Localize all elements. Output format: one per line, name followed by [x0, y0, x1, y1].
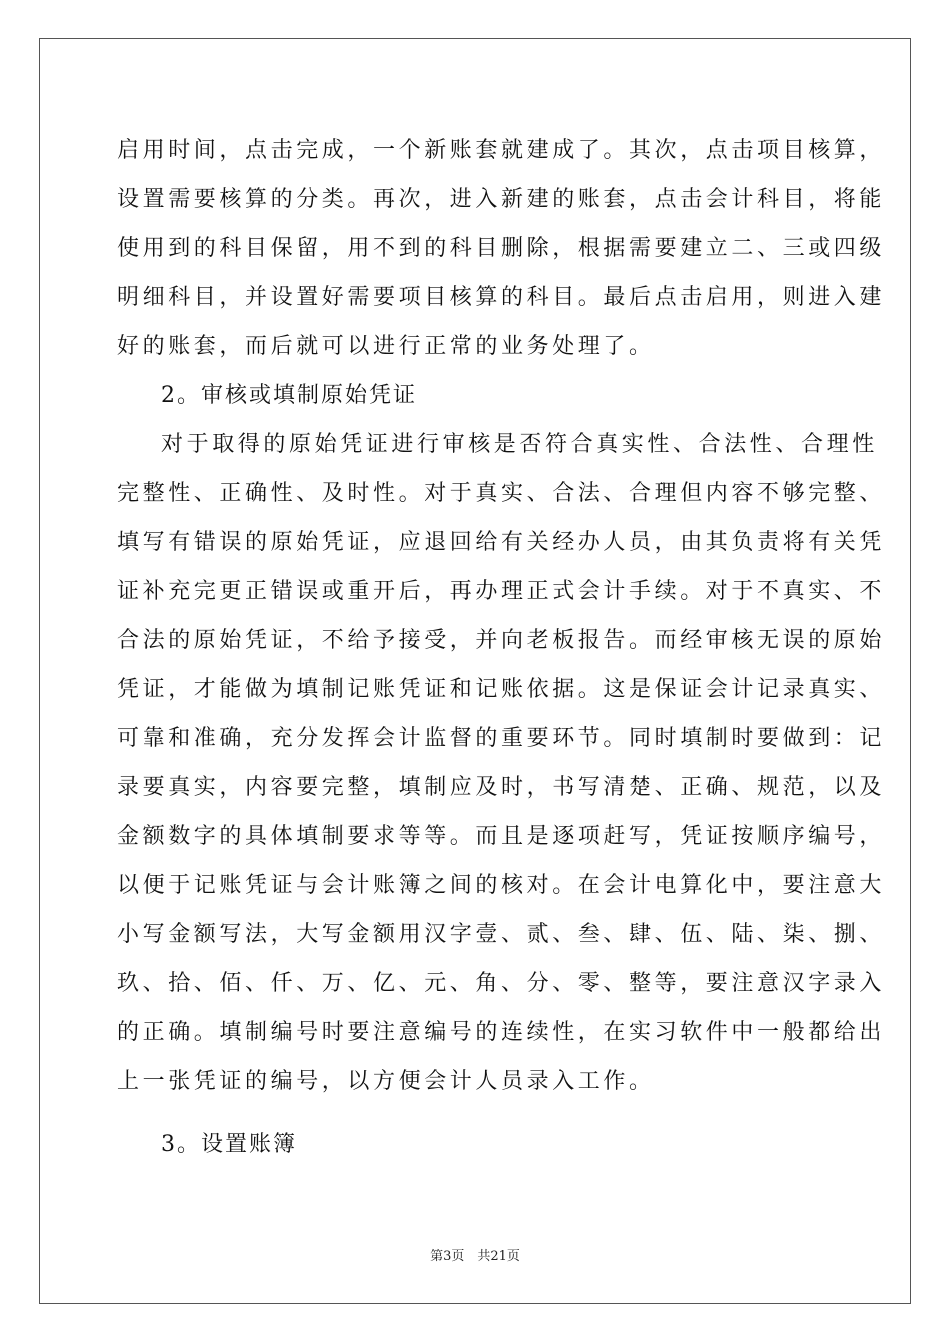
- section-heading-3: 3。设置账簿: [161, 1132, 297, 1157]
- text-line: 好的账套，而后就可以进行正常的业务处理了。: [117, 334, 655, 359]
- text-line: 金额数字的具体填制要求等等。而且是逐项赶写，凭证按顺序编号，: [117, 824, 886, 849]
- text-line: 可靠和准确，充分发挥会计监督的重要环节。同时填制时要做到：记: [117, 726, 886, 751]
- text-line: 明细科目，并设置好需要项目核算的科目。最后点击启用，则进入建: [117, 285, 886, 310]
- text-line: 凭证，才能做为填制记账凭证和记账依据。这是保证会计记录真实、: [117, 677, 886, 702]
- text-line: 的正确。填制编号时要注意编号的连续性，在实习软件中一般都给出: [117, 1020, 886, 1045]
- text-line: 上一张凭证的编号，以方便会计人员录入工作。: [117, 1069, 655, 1094]
- text-line: 完整性、正确性、及时性。对于真实、合法、合理但内容不够完整、: [117, 481, 886, 506]
- page-footer: 第3页 共21页: [430, 1249, 520, 1264]
- text-line: 启用时间，点击完成，一个新账套就建成了。其次，点击项目核算，: [117, 138, 886, 163]
- paragraph-original-vouchers: [117, 420, 886, 1106]
- text-line: 小写金额写法，大写金额用汉字壹、贰、叁、肆、伍、陆、柒、捌、: [117, 922, 886, 947]
- spacer: [117, 1106, 833, 1120]
- text-line: 填写有错误的原始凭证，应退回给有关经办人员，由其负责将有关凭: [117, 530, 886, 555]
- text-line: 以便于记账凭证与会计账簿之间的核对。在会计电算化中，要注意大: [117, 873, 886, 898]
- text-line: 玖、拾、佰、仟、万、亿、元、角、分、零、整等，要注意汉字录入: [117, 971, 886, 996]
- paragraph-account-setup: [117, 126, 886, 371]
- text-line: 使用到的科目保留，用不到的科目删除，根据需要建立二、三或四级: [117, 236, 886, 261]
- section-heading-2: 2。审核或填制原始凭证: [161, 383, 417, 408]
- text-line: 设置需要核算的分类。再次，进入新建的账套，点击会计科目，将能: [117, 187, 886, 212]
- text-line: 录要真实，内容要完整，填制应及时，书写清楚、正确、规范，以及: [117, 775, 886, 800]
- text-line: 对于取得的原始凭证进行审核是否符合真实性、合法性、合理性: [161, 432, 878, 457]
- document-body: [117, 126, 886, 1169]
- text-line: 证补充完更正错误或重开后，再办理正式会计手续。对于不真实、不: [117, 579, 886, 604]
- text-line: 合法的原始凭证，不给予接受，并向老板报告。而经审核无误的原始: [117, 628, 886, 653]
